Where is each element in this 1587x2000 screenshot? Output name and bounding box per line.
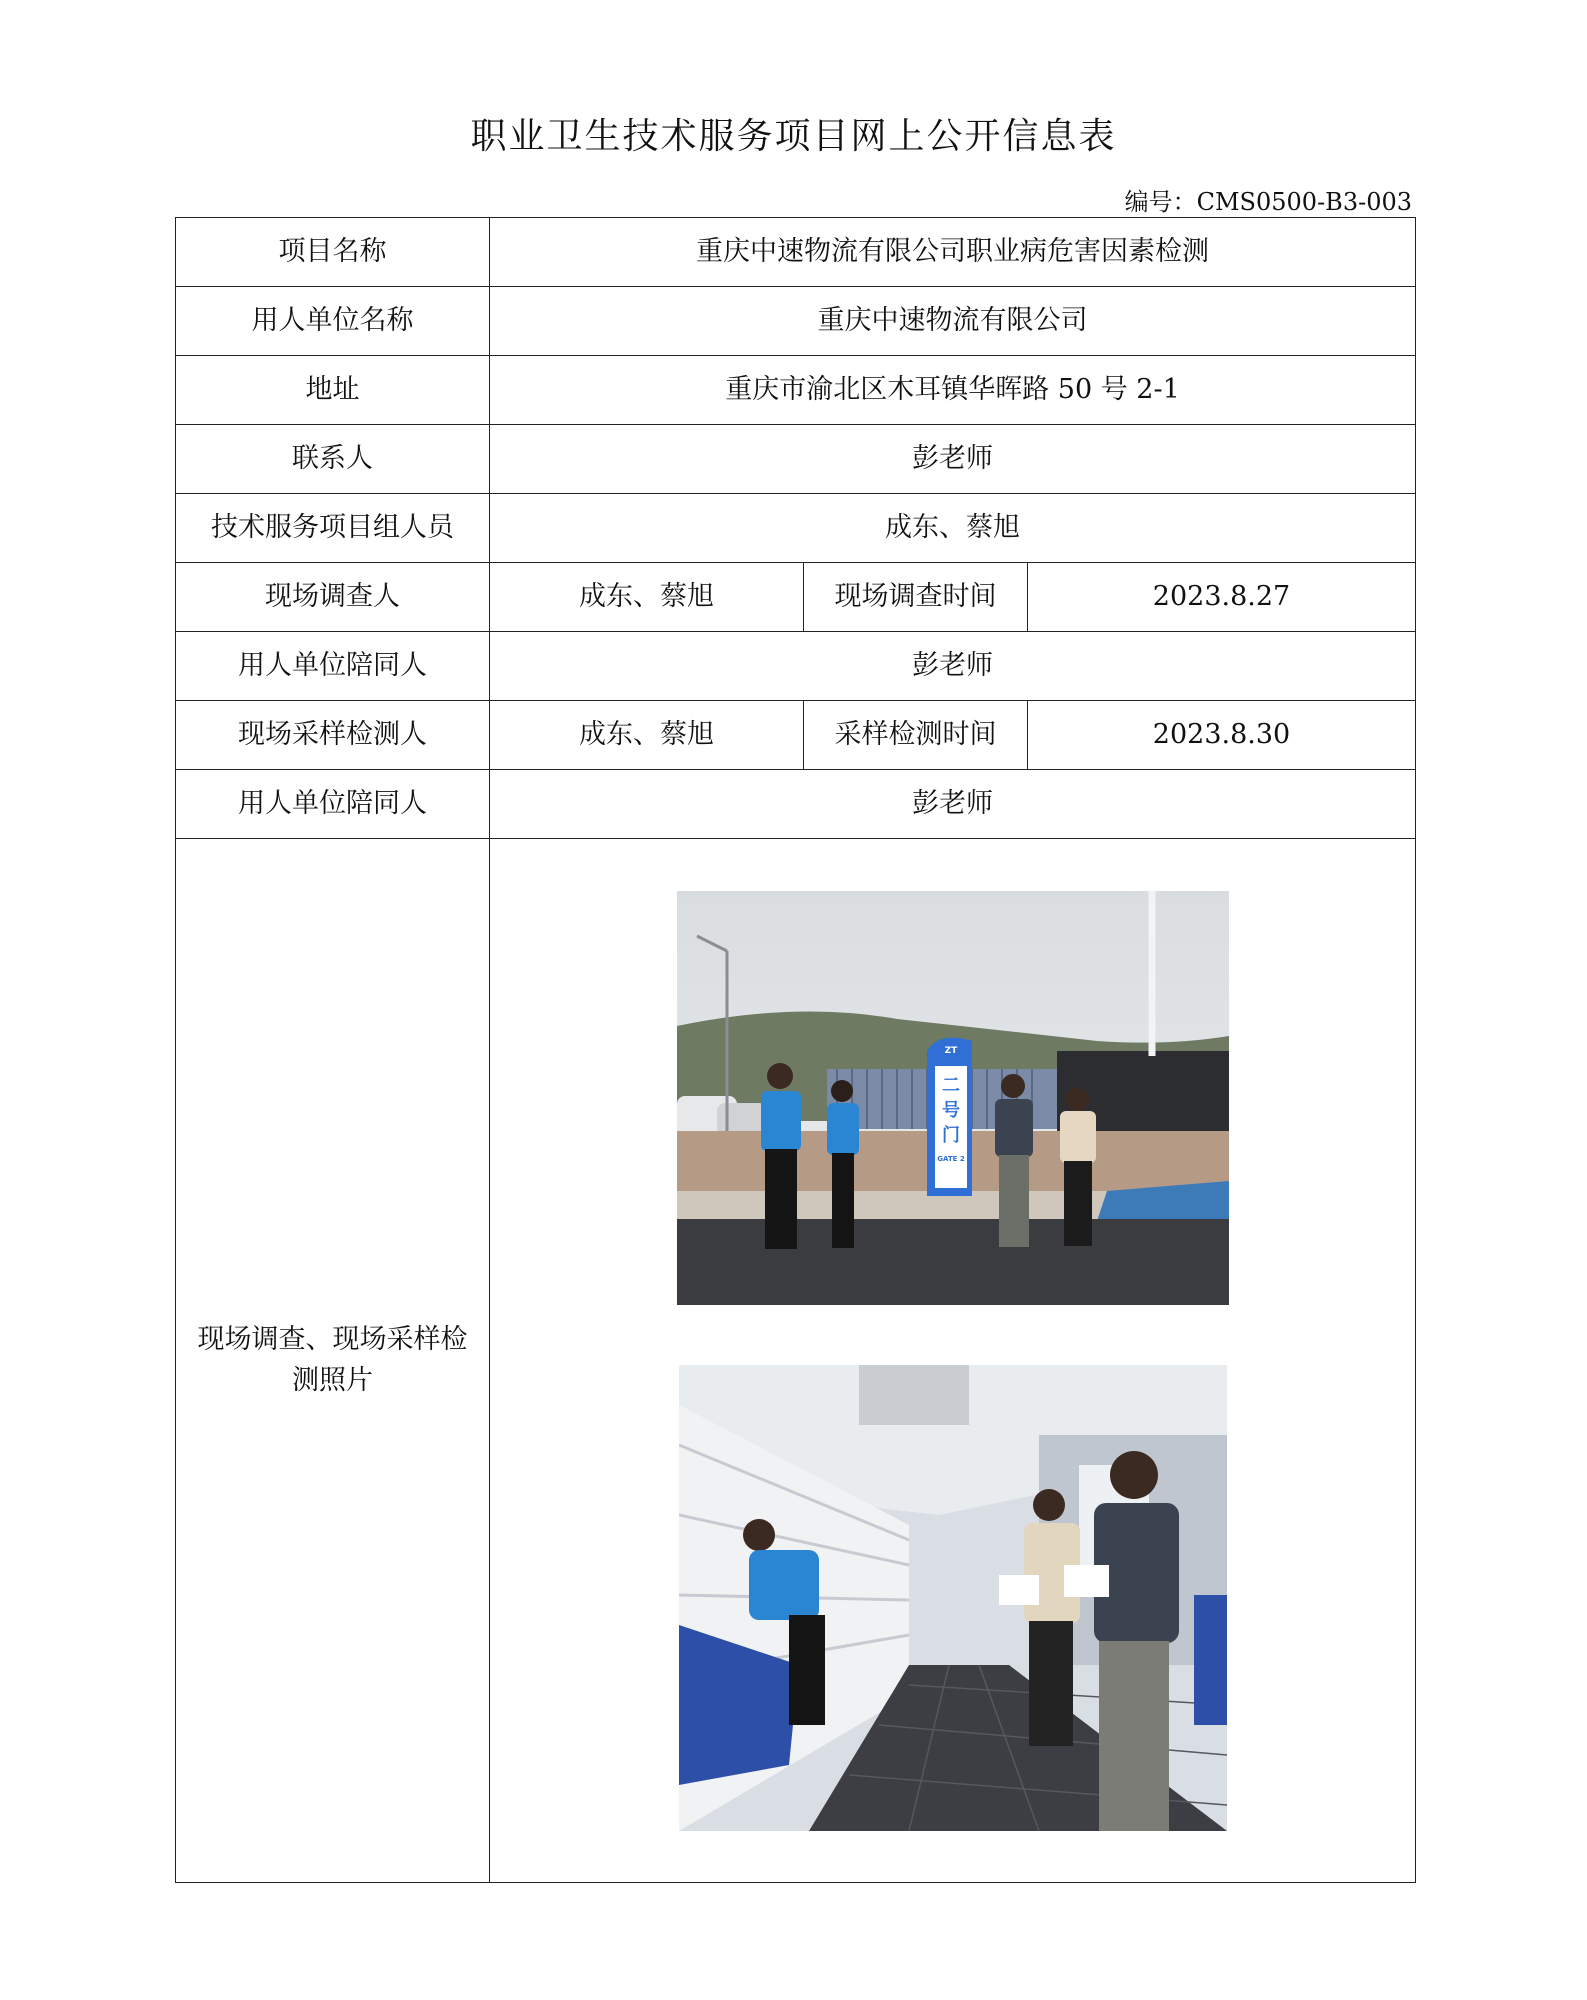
row-employer-name xyxy=(176,287,1416,356)
photos-label: 现场调查、现场采样检测照片 xyxy=(176,839,490,1883)
row-sampling-tester xyxy=(176,701,1416,770)
row-project-name xyxy=(176,218,1416,287)
address-label: 地址 xyxy=(176,356,490,425)
investigation-escort-value: 彭老师 xyxy=(490,632,1416,701)
row-sampling-escort xyxy=(176,770,1416,839)
document-number-value: CMS0500-B3-003 xyxy=(1196,188,1412,216)
row-investigation-escort xyxy=(176,632,1416,701)
sampling-time-value: 2023.8.30 xyxy=(1028,701,1416,770)
site-investigator-value: 成东、蔡旭 xyxy=(490,563,804,632)
row-site-investigator xyxy=(176,563,1416,632)
contact-label: 联系人 xyxy=(176,425,490,494)
row-address xyxy=(176,356,1416,425)
team-members-value: 成东、蔡旭 xyxy=(490,494,1416,563)
sign-caption: GATE 2 xyxy=(936,1154,965,1163)
sign-char-1: 二 xyxy=(941,1074,960,1096)
sign-logo: ZT xyxy=(944,1045,957,1056)
document-title: 职业卫生技术服务项目网上公开信息表 xyxy=(470,116,1117,157)
document-number-label: 编号： xyxy=(1124,188,1197,216)
photo-stack xyxy=(490,891,1415,1831)
sign-char-3: 门 xyxy=(941,1124,960,1146)
row-photos xyxy=(176,839,1416,1883)
employer-name-label: 用人单位名称 xyxy=(176,287,490,356)
sampling-time-label: 采样检测时间 xyxy=(804,701,1028,770)
sampling-escort-label: 用人单位陪同人 xyxy=(176,770,490,839)
row-contact xyxy=(176,425,1416,494)
contact-value: 彭老师 xyxy=(490,425,1416,494)
sampling-tester-value: 成东、蔡旭 xyxy=(490,701,804,770)
site-sampling-photo-image xyxy=(679,1365,1227,1831)
site-sampling-photo xyxy=(679,1365,1227,1831)
document-number xyxy=(1125,182,1412,217)
row-team-members xyxy=(176,494,1416,563)
sampling-tester-label: 现场采样检测人 xyxy=(176,701,490,770)
photos-cell xyxy=(490,839,1416,1883)
site-investigation-photo-image xyxy=(677,891,1229,1305)
site-investigation-photo xyxy=(677,891,1229,1305)
sampling-escort-value: 彭老师 xyxy=(490,770,1416,839)
project-name-value: 重庆中速物流有限公司职业病危害因素检测 xyxy=(490,218,1416,287)
site-investigator-label: 现场调查人 xyxy=(176,563,490,632)
project-name-label: 项目名称 xyxy=(176,218,490,287)
employer-name-value: 重庆中速物流有限公司 xyxy=(490,287,1416,356)
investigation-escort-label: 用人单位陪同人 xyxy=(176,632,490,701)
address-value: 重庆市渝北区木耳镇华晖路 50 号 2-1 xyxy=(490,356,1416,425)
team-members-label: 技术服务项目组人员 xyxy=(176,494,490,563)
sign-char-2: 号 xyxy=(941,1099,960,1121)
investigation-time-value: 2023.8.27 xyxy=(1028,563,1416,632)
info-table xyxy=(175,217,1416,1883)
investigation-time-label: 现场调查时间 xyxy=(804,563,1028,632)
